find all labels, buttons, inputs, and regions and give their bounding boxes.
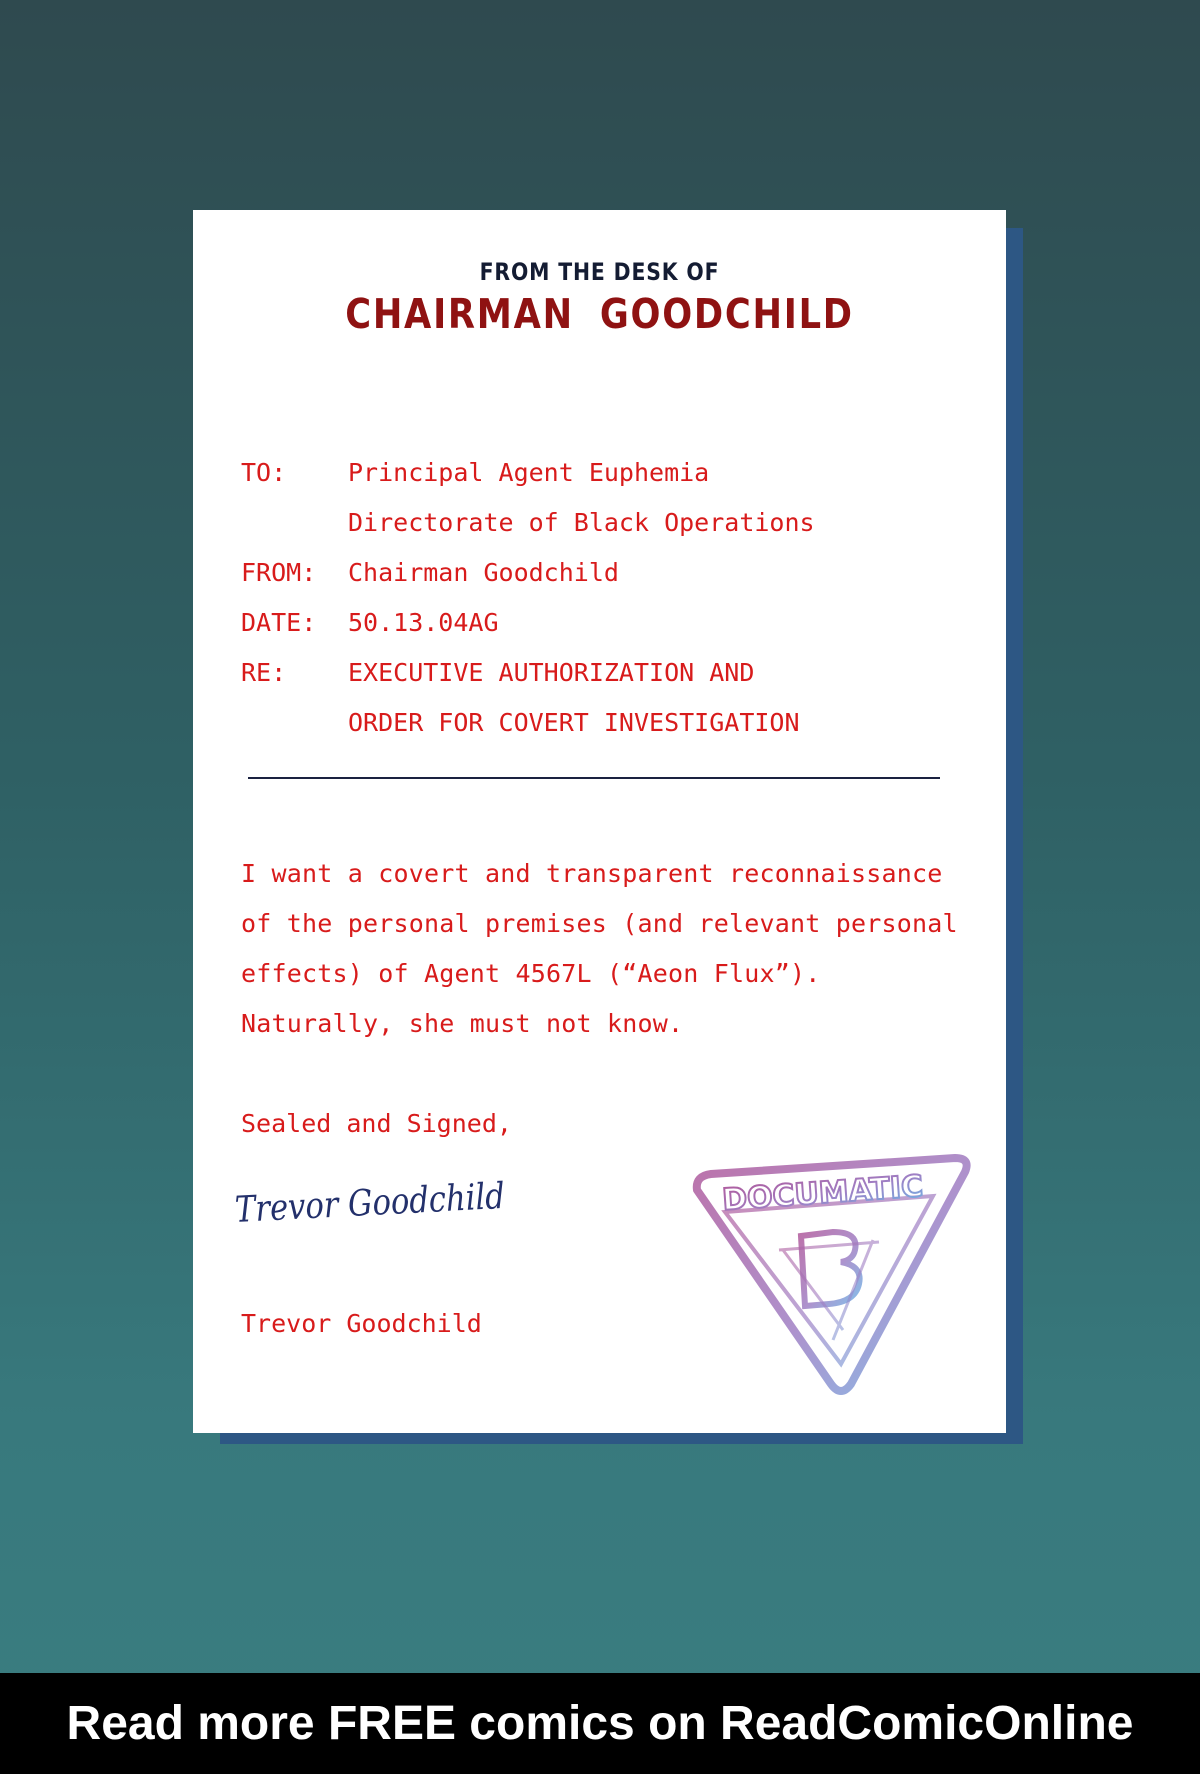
letterhead-name: CHAIRMAN GOODCHILD: [345, 290, 854, 338]
body-line-4: Naturally, she must not know.: [241, 1009, 684, 1038]
typed-name: Trevor Goodchild: [241, 1309, 482, 1338]
letterhead-pre-title: FROM THE DESK OF: [479, 258, 720, 286]
to-department: Directorate of Black Operations: [348, 508, 815, 537]
date-value: 50.13.04AG: [348, 608, 499, 637]
stamp-text: DOCUMATIC: [721, 1169, 925, 1218]
body-line-2: of the personal premises (and relevant personal: [241, 909, 958, 938]
re-label: RE:: [241, 658, 287, 687]
sign-off: Sealed and Signed,: [241, 1109, 512, 1138]
from-value: Chairman Goodchild: [348, 558, 619, 587]
re-line-2: ORDER FOR COVERT INVESTIGATION: [348, 708, 800, 737]
handwritten-signature: Trevor Goodchild: [233, 1175, 506, 1231]
body-line-1: I want a covert and transparent reconnaissance: [241, 859, 943, 888]
to-label: TO:: [241, 458, 287, 487]
date-label: DATE:: [241, 608, 317, 637]
re-line-1: EXECUTIVE AUTHORIZATION AND: [348, 658, 755, 687]
memo-page: [193, 210, 1006, 1433]
header-divider: [248, 777, 940, 779]
documatic-stamp-icon: [683, 1150, 973, 1400]
from-label: FROM:: [241, 558, 317, 587]
promo-banner[interactable]: [0, 1673, 1200, 1774]
body-line-3: effects) of Agent 4567L (“Aeon Flux”).: [241, 959, 821, 988]
to-recipient: Principal Agent Euphemia: [348, 458, 710, 487]
promo-banner-text[interactable]: Read more FREE comics on ReadComicOnline: [66, 1697, 1134, 1750]
